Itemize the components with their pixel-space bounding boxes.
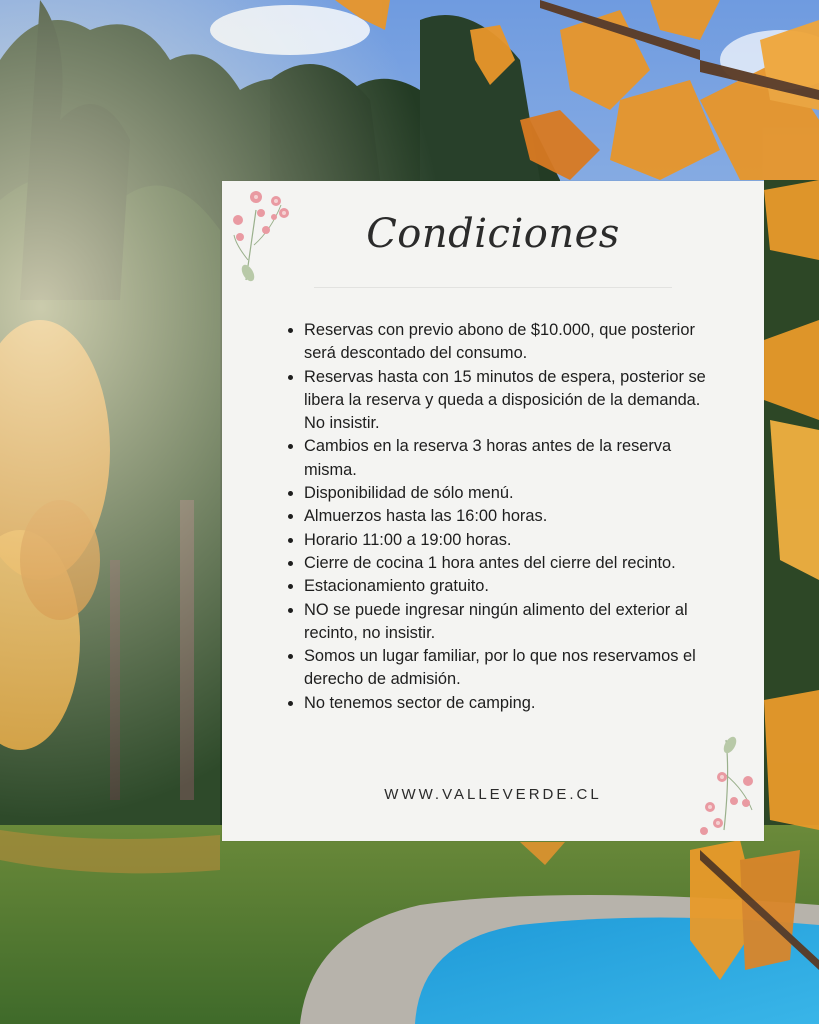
website-link[interactable]: WWW.VALLEVERDE.CL — [384, 786, 602, 803]
page-title: Condiciones — [366, 211, 620, 257]
list-item: • Reservas con previo abono de $10.000, que posterior será descontado del consumo. — [304, 319, 714, 366]
list-item: • Disponibilidad de sólo menú. — [304, 482, 714, 505]
list-item: • Estacionamiento gratuito. — [304, 575, 714, 598]
list-item: • Almuerzos hasta las 16:00 horas. — [304, 505, 714, 528]
conditions-card — [222, 181, 764, 841]
list-item: • Cierre de cocina 1 hora antes del cierre del recinto. — [304, 552, 714, 575]
conditions-list — [284, 319, 714, 715]
title-divider — [314, 287, 672, 288]
floral-corner-bottom-right — [696, 735, 760, 843]
list-item: • Somos un lugar familiar, por lo que nos reservamos el derecho de admisión. — [304, 645, 714, 692]
list-item: • Reservas hasta con 15 minutos de espera, posterior se libera la reserva y queda a disposición de la demanda. No insistir. — [304, 366, 714, 436]
list-item: • Horario 11:00 a 19:00 horas. — [304, 529, 714, 552]
list-item: • No tenemos sector de camping. — [304, 692, 714, 715]
list-item: • NO se puede ingresar ningún alimento del exterior al recinto, no insistir. — [304, 599, 714, 646]
list-item: • Cambios en la reserva 3 horas antes de la reserva misma. — [304, 435, 714, 482]
